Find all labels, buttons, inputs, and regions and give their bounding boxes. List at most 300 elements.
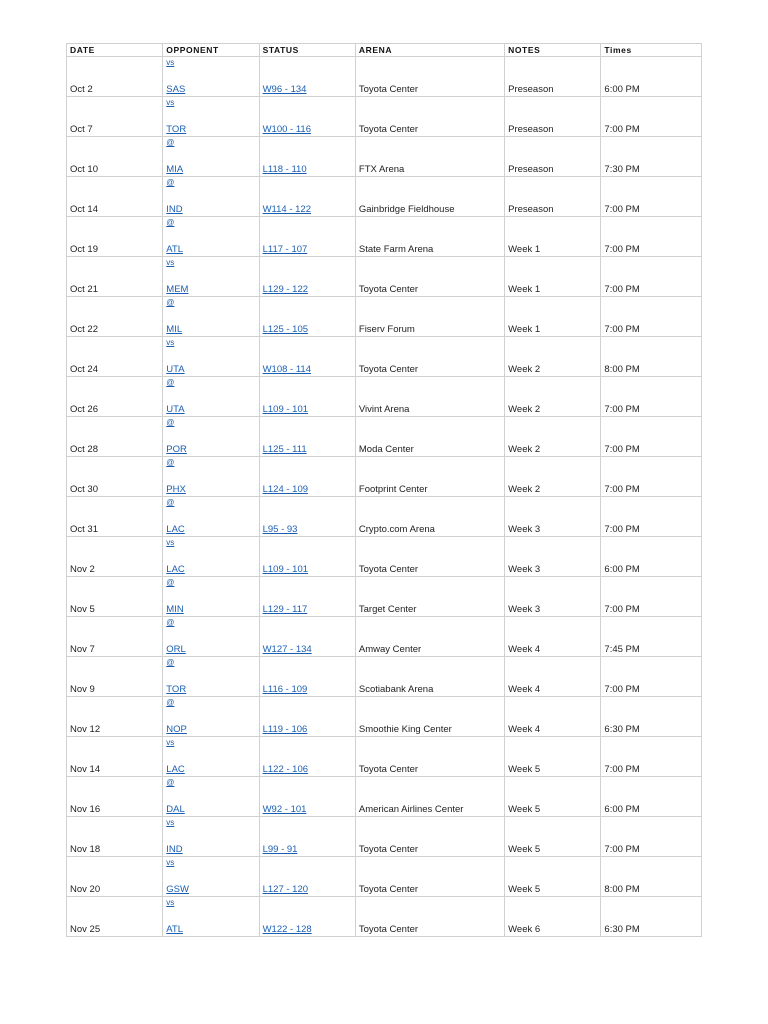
opponent-link[interactable]: TOR bbox=[166, 124, 187, 135]
game-notes bbox=[505, 697, 601, 737]
notes-text: Week 2 bbox=[508, 444, 541, 455]
game-opponent bbox=[163, 57, 259, 97]
game-notes bbox=[505, 177, 601, 217]
game-date bbox=[67, 497, 163, 537]
opponent-link[interactable]: ORL bbox=[166, 644, 186, 655]
game-status bbox=[259, 457, 355, 497]
game-arena bbox=[355, 777, 504, 817]
location-link[interactable]: vs bbox=[166, 258, 175, 267]
game-arena bbox=[355, 137, 504, 177]
game-arena bbox=[355, 257, 504, 297]
date-text: Nov 20 bbox=[70, 884, 101, 895]
game-notes bbox=[505, 97, 601, 137]
game-row bbox=[67, 537, 702, 577]
notes-text: Week 3 bbox=[508, 604, 541, 615]
game-arena bbox=[355, 377, 504, 417]
time-text: 6:30 PM bbox=[604, 924, 640, 935]
game-arena bbox=[355, 57, 504, 97]
game-date bbox=[67, 857, 163, 897]
game-status bbox=[259, 497, 355, 537]
game-arena bbox=[355, 577, 504, 617]
game-opponent bbox=[163, 497, 259, 537]
game-date bbox=[67, 777, 163, 817]
opponent-link[interactable]: MIL bbox=[166, 324, 183, 335]
game-opponent bbox=[163, 377, 259, 417]
game-opponent bbox=[163, 217, 259, 257]
time-text: 7:00 PM bbox=[604, 284, 640, 295]
game-date bbox=[67, 817, 163, 857]
game-row bbox=[67, 777, 702, 817]
game-arena bbox=[355, 617, 504, 657]
game-time bbox=[601, 817, 702, 857]
arena-text: Crypto.com Arena bbox=[358, 524, 435, 535]
game-notes bbox=[505, 137, 601, 177]
arena-text: Toyota Center bbox=[358, 884, 419, 895]
notes-text: Week 2 bbox=[508, 484, 541, 495]
game-status bbox=[259, 537, 355, 577]
opponent-link[interactable]: IND bbox=[166, 204, 183, 215]
game-opponent bbox=[163, 817, 259, 857]
date-text: Nov 2 bbox=[70, 564, 95, 575]
header-row bbox=[67, 44, 702, 57]
game-arena bbox=[355, 657, 504, 697]
time-text: 8:00 PM bbox=[604, 364, 640, 375]
notes-text: Week 5 bbox=[508, 804, 541, 815]
arena-text: Toyota Center bbox=[358, 844, 419, 855]
game-notes bbox=[505, 657, 601, 697]
game-status bbox=[259, 777, 355, 817]
game-date bbox=[67, 57, 163, 97]
status-link[interactable]: L124 - 109 bbox=[262, 484, 309, 495]
status-link[interactable]: L129 - 122 bbox=[262, 284, 309, 295]
status-link[interactable]: L125 - 111 bbox=[262, 444, 307, 455]
date-text: Oct 22 bbox=[70, 324, 98, 335]
game-time bbox=[601, 257, 702, 297]
game-status bbox=[259, 897, 355, 937]
date-text: Oct 19 bbox=[70, 244, 98, 255]
game-date bbox=[67, 177, 163, 217]
game-opponent bbox=[163, 257, 259, 297]
game-row bbox=[67, 377, 702, 417]
game-notes bbox=[505, 577, 601, 617]
game-row bbox=[67, 657, 702, 697]
time-text: 8:00 PM bbox=[604, 884, 640, 895]
date-text: Nov 14 bbox=[70, 764, 101, 775]
game-time bbox=[601, 417, 702, 457]
arena-text: Moda Center bbox=[358, 444, 414, 455]
game-row bbox=[67, 457, 702, 497]
opponent-link[interactable]: MEM bbox=[166, 284, 189, 295]
opponent-link[interactable]: POR bbox=[166, 444, 187, 455]
game-status bbox=[259, 657, 355, 697]
arena-text: Vivint Arena bbox=[358, 404, 410, 415]
arena-text: Toyota Center bbox=[358, 764, 419, 775]
location-link[interactable]: @ bbox=[166, 458, 175, 467]
location-link[interactable]: vs bbox=[166, 818, 175, 827]
arena-text: Toyota Center bbox=[358, 364, 419, 375]
game-arena bbox=[355, 417, 504, 457]
date-text: Oct 30 bbox=[70, 484, 98, 495]
game-date bbox=[67, 417, 163, 457]
status-link[interactable]: L122 - 106 bbox=[262, 764, 309, 775]
header-date: DATE bbox=[67, 44, 163, 57]
game-status bbox=[259, 377, 355, 417]
time-text: 7:30 PM bbox=[604, 164, 640, 175]
game-notes bbox=[505, 217, 601, 257]
status-link[interactable]: W108 - 114 bbox=[262, 364, 311, 375]
header-time: Times bbox=[601, 44, 702, 57]
date-text: Nov 25 bbox=[70, 924, 101, 935]
opponent-link[interactable]: ATL bbox=[166, 244, 184, 255]
time-text: 7:00 PM bbox=[604, 484, 640, 495]
game-row bbox=[67, 137, 702, 177]
opponent-link[interactable]: SAS bbox=[166, 84, 186, 95]
location-link[interactable]: vs bbox=[166, 58, 175, 67]
opponent-link[interactable]: ATL bbox=[166, 924, 184, 935]
game-date bbox=[67, 457, 163, 497]
opponent-link[interactable]: PHX bbox=[166, 484, 186, 495]
location-link[interactable]: @ bbox=[166, 138, 175, 147]
location-link[interactable]: @ bbox=[166, 578, 175, 587]
date-text: Nov 9 bbox=[70, 684, 95, 695]
game-row bbox=[67, 217, 702, 257]
arena-text: FTX Arena bbox=[358, 164, 405, 175]
game-row bbox=[67, 97, 702, 137]
notes-text: Week 5 bbox=[508, 884, 541, 895]
status-link[interactable]: W100 - 116 bbox=[262, 124, 311, 135]
location-link[interactable]: @ bbox=[166, 778, 175, 787]
status-link[interactable]: L99 - 91 bbox=[262, 844, 298, 855]
location-link[interactable]: @ bbox=[166, 418, 175, 427]
location-link[interactable]: @ bbox=[166, 498, 175, 507]
time-text: 6:00 PM bbox=[604, 804, 640, 815]
notes-text: Week 1 bbox=[508, 244, 541, 255]
game-date bbox=[67, 897, 163, 937]
game-status bbox=[259, 817, 355, 857]
game-arena bbox=[355, 537, 504, 577]
status-link[interactable]: L95 - 93 bbox=[262, 524, 298, 535]
date-text: Nov 18 bbox=[70, 844, 101, 855]
game-notes bbox=[505, 817, 601, 857]
game-date bbox=[67, 537, 163, 577]
status-link[interactable]: L118 - 110 bbox=[262, 164, 307, 175]
game-row bbox=[67, 417, 702, 457]
notes-text: Week 2 bbox=[508, 364, 541, 375]
date-text: Nov 7 bbox=[70, 644, 95, 655]
game-opponent bbox=[163, 97, 259, 137]
game-date bbox=[67, 137, 163, 177]
game-opponent bbox=[163, 337, 259, 377]
notes-text: Preseason bbox=[508, 204, 554, 215]
opponent-link[interactable]: NOP bbox=[166, 724, 187, 735]
game-time bbox=[601, 297, 702, 337]
game-status bbox=[259, 857, 355, 897]
header-status: STATUS bbox=[259, 44, 355, 57]
game-arena bbox=[355, 457, 504, 497]
game-notes bbox=[505, 857, 601, 897]
status-link[interactable]: W114 - 122 bbox=[262, 204, 311, 215]
game-row bbox=[67, 737, 702, 777]
location-link[interactable]: @ bbox=[166, 658, 175, 667]
time-text: 7:00 PM bbox=[604, 404, 640, 415]
game-row bbox=[67, 337, 702, 377]
status-link[interactable]: W96 - 134 bbox=[262, 84, 307, 95]
game-date bbox=[67, 617, 163, 657]
arena-text: Scotiabank Arena bbox=[358, 684, 434, 695]
game-notes bbox=[505, 257, 601, 297]
game-arena bbox=[355, 97, 504, 137]
opponent-link[interactable]: UTA bbox=[166, 404, 185, 415]
game-opponent bbox=[163, 857, 259, 897]
arena-text: Toyota Center bbox=[358, 284, 419, 295]
game-time bbox=[601, 777, 702, 817]
status-link[interactable]: W92 - 101 bbox=[262, 804, 307, 815]
time-text: 6:00 PM bbox=[604, 564, 640, 575]
game-opponent bbox=[163, 417, 259, 457]
game-time bbox=[601, 537, 702, 577]
schedule-body bbox=[67, 57, 702, 937]
arena-text: Amway Center bbox=[358, 644, 422, 655]
game-arena bbox=[355, 177, 504, 217]
game-arena bbox=[355, 857, 504, 897]
location-link[interactable]: @ bbox=[166, 378, 175, 387]
game-notes bbox=[505, 497, 601, 537]
opponent-link[interactable]: LAC bbox=[166, 564, 185, 575]
date-text: Oct 26 bbox=[70, 404, 98, 415]
notes-text: Week 3 bbox=[508, 564, 541, 575]
time-text: 7:00 PM bbox=[604, 684, 640, 695]
game-status bbox=[259, 217, 355, 257]
game-arena bbox=[355, 737, 504, 777]
game-time bbox=[601, 497, 702, 537]
date-text: Oct 21 bbox=[70, 284, 98, 295]
game-time bbox=[601, 737, 702, 777]
opponent-link[interactable]: UTA bbox=[166, 364, 185, 375]
notes-text: Week 4 bbox=[508, 724, 541, 735]
game-date bbox=[67, 257, 163, 297]
game-date bbox=[67, 737, 163, 777]
schedule-page bbox=[66, 43, 702, 937]
time-text: 6:00 PM bbox=[604, 84, 640, 95]
opponent-link[interactable]: LAC bbox=[166, 524, 185, 535]
opponent-link[interactable]: TOR bbox=[166, 684, 187, 695]
time-text: 7:00 PM bbox=[604, 524, 640, 535]
location-link[interactable]: vs bbox=[166, 538, 175, 547]
location-link[interactable]: @ bbox=[166, 298, 175, 307]
game-opponent bbox=[163, 137, 259, 177]
game-arena bbox=[355, 497, 504, 537]
game-time bbox=[601, 57, 702, 97]
game-status bbox=[259, 297, 355, 337]
game-row bbox=[67, 817, 702, 857]
date-text: Oct 2 bbox=[70, 84, 93, 95]
opponent-link[interactable]: GSW bbox=[166, 884, 189, 895]
notes-text: Preseason bbox=[508, 84, 554, 95]
opponent-link[interactable]: DAL bbox=[166, 804, 185, 815]
status-link[interactable]: W127 - 134 bbox=[262, 644, 312, 655]
game-time bbox=[601, 337, 702, 377]
game-time bbox=[601, 377, 702, 417]
game-row bbox=[67, 257, 702, 297]
game-time bbox=[601, 697, 702, 737]
location-link[interactable]: vs bbox=[166, 98, 175, 107]
notes-text: Week 1 bbox=[508, 284, 541, 295]
game-row bbox=[67, 577, 702, 617]
game-time bbox=[601, 857, 702, 897]
schedule-table bbox=[66, 43, 702, 937]
location-link[interactable]: @ bbox=[166, 218, 175, 227]
notes-text: Week 5 bbox=[508, 764, 541, 775]
game-notes bbox=[505, 617, 601, 657]
date-text: Oct 24 bbox=[70, 364, 98, 375]
time-text: 7:00 PM bbox=[604, 604, 640, 615]
game-opponent bbox=[163, 777, 259, 817]
status-link[interactable]: L129 - 117 bbox=[262, 604, 308, 615]
game-row bbox=[67, 177, 702, 217]
notes-text: Week 6 bbox=[508, 924, 541, 935]
game-opponent bbox=[163, 537, 259, 577]
game-time bbox=[601, 137, 702, 177]
location-link[interactable]: @ bbox=[166, 698, 175, 707]
game-arena bbox=[355, 217, 504, 257]
game-date bbox=[67, 97, 163, 137]
game-date bbox=[67, 217, 163, 257]
location-link[interactable]: vs bbox=[166, 898, 175, 907]
game-row bbox=[67, 857, 702, 897]
arena-text: Fiserv Forum bbox=[358, 324, 415, 335]
header-opponent: OPPONENT bbox=[163, 44, 259, 57]
game-notes bbox=[505, 897, 601, 937]
game-opponent bbox=[163, 297, 259, 337]
location-link[interactable]: vs bbox=[166, 338, 175, 347]
time-text: 7:00 PM bbox=[604, 124, 640, 135]
game-time bbox=[601, 177, 702, 217]
opponent-link[interactable]: IND bbox=[166, 844, 183, 855]
game-row bbox=[67, 897, 702, 937]
opponent-link[interactable]: LAC bbox=[166, 764, 185, 775]
date-text: Oct 28 bbox=[70, 444, 98, 455]
game-notes bbox=[505, 57, 601, 97]
arena-text: Target Center bbox=[358, 604, 417, 615]
game-opponent bbox=[163, 457, 259, 497]
game-status bbox=[259, 737, 355, 777]
arena-text: State Farm Arena bbox=[358, 244, 434, 255]
game-time bbox=[601, 617, 702, 657]
arena-text: Toyota Center bbox=[358, 84, 419, 95]
status-link[interactable]: L119 - 106 bbox=[262, 724, 308, 735]
location-link[interactable]: @ bbox=[166, 618, 175, 627]
notes-text: Week 1 bbox=[508, 324, 541, 335]
game-row bbox=[67, 697, 702, 737]
game-date bbox=[67, 337, 163, 377]
arena-text: Footprint Center bbox=[358, 484, 428, 495]
time-text: 7:00 PM bbox=[604, 444, 640, 455]
notes-text: Week 2 bbox=[508, 404, 541, 415]
game-row bbox=[67, 617, 702, 657]
notes-text: Week 4 bbox=[508, 644, 541, 655]
time-text: 7:00 PM bbox=[604, 844, 640, 855]
game-status bbox=[259, 97, 355, 137]
location-link[interactable]: vs bbox=[166, 858, 175, 867]
game-arena bbox=[355, 297, 504, 337]
game-notes bbox=[505, 537, 601, 577]
game-notes bbox=[505, 337, 601, 377]
opponent-link[interactable]: MIN bbox=[166, 604, 184, 615]
time-text: 7:00 PM bbox=[604, 764, 640, 775]
notes-text: Week 3 bbox=[508, 524, 541, 535]
game-time bbox=[601, 457, 702, 497]
game-status bbox=[259, 337, 355, 377]
date-text: Oct 14 bbox=[70, 204, 98, 215]
opponent-link[interactable]: MIA bbox=[166, 164, 184, 175]
arena-text: Toyota Center bbox=[358, 924, 419, 935]
game-row bbox=[67, 57, 702, 97]
game-opponent bbox=[163, 577, 259, 617]
status-link[interactable]: L116 - 109 bbox=[262, 684, 308, 695]
game-status bbox=[259, 697, 355, 737]
game-status bbox=[259, 137, 355, 177]
game-opponent bbox=[163, 697, 259, 737]
game-opponent bbox=[163, 617, 259, 657]
game-row bbox=[67, 497, 702, 537]
time-text: 6:30 PM bbox=[604, 724, 640, 735]
date-text: Nov 5 bbox=[70, 604, 95, 615]
notes-text: Preseason bbox=[508, 124, 554, 135]
date-text: Oct 7 bbox=[70, 124, 93, 135]
game-notes bbox=[505, 777, 601, 817]
game-notes bbox=[505, 737, 601, 777]
arena-text: Gainbridge Fieldhouse bbox=[358, 204, 455, 215]
notes-text: Week 5 bbox=[508, 844, 541, 855]
status-link[interactable]: L109 - 101 bbox=[262, 564, 309, 575]
game-status bbox=[259, 617, 355, 657]
time-text: 7:45 PM bbox=[604, 644, 640, 655]
date-text: Nov 16 bbox=[70, 804, 101, 815]
arena-text: Smoothie King Center bbox=[358, 724, 452, 735]
date-text: Oct 31 bbox=[70, 524, 98, 535]
game-time bbox=[601, 577, 702, 617]
game-status bbox=[259, 57, 355, 97]
game-status bbox=[259, 177, 355, 217]
game-time bbox=[601, 897, 702, 937]
game-arena bbox=[355, 817, 504, 857]
game-date bbox=[67, 697, 163, 737]
arena-text: Toyota Center bbox=[358, 124, 419, 135]
status-link[interactable]: L127 - 120 bbox=[262, 884, 309, 895]
game-arena bbox=[355, 897, 504, 937]
status-link[interactable]: W122 - 128 bbox=[262, 924, 312, 935]
game-status bbox=[259, 257, 355, 297]
game-notes bbox=[505, 297, 601, 337]
game-status bbox=[259, 577, 355, 617]
status-link[interactable]: L117 - 107 bbox=[262, 244, 308, 255]
date-text: Nov 12 bbox=[70, 724, 101, 735]
game-arena bbox=[355, 697, 504, 737]
location-link[interactable]: @ bbox=[166, 178, 175, 187]
status-link[interactable]: L125 - 105 bbox=[262, 324, 309, 335]
status-link[interactable]: L109 - 101 bbox=[262, 404, 309, 415]
game-notes bbox=[505, 457, 601, 497]
game-opponent bbox=[163, 657, 259, 697]
game-time bbox=[601, 217, 702, 257]
game-time bbox=[601, 97, 702, 137]
game-opponent bbox=[163, 737, 259, 777]
game-arena bbox=[355, 337, 504, 377]
time-text: 7:00 PM bbox=[604, 244, 640, 255]
time-text: 7:00 PM bbox=[604, 204, 640, 215]
location-link[interactable]: vs bbox=[166, 738, 175, 747]
game-time bbox=[601, 657, 702, 697]
